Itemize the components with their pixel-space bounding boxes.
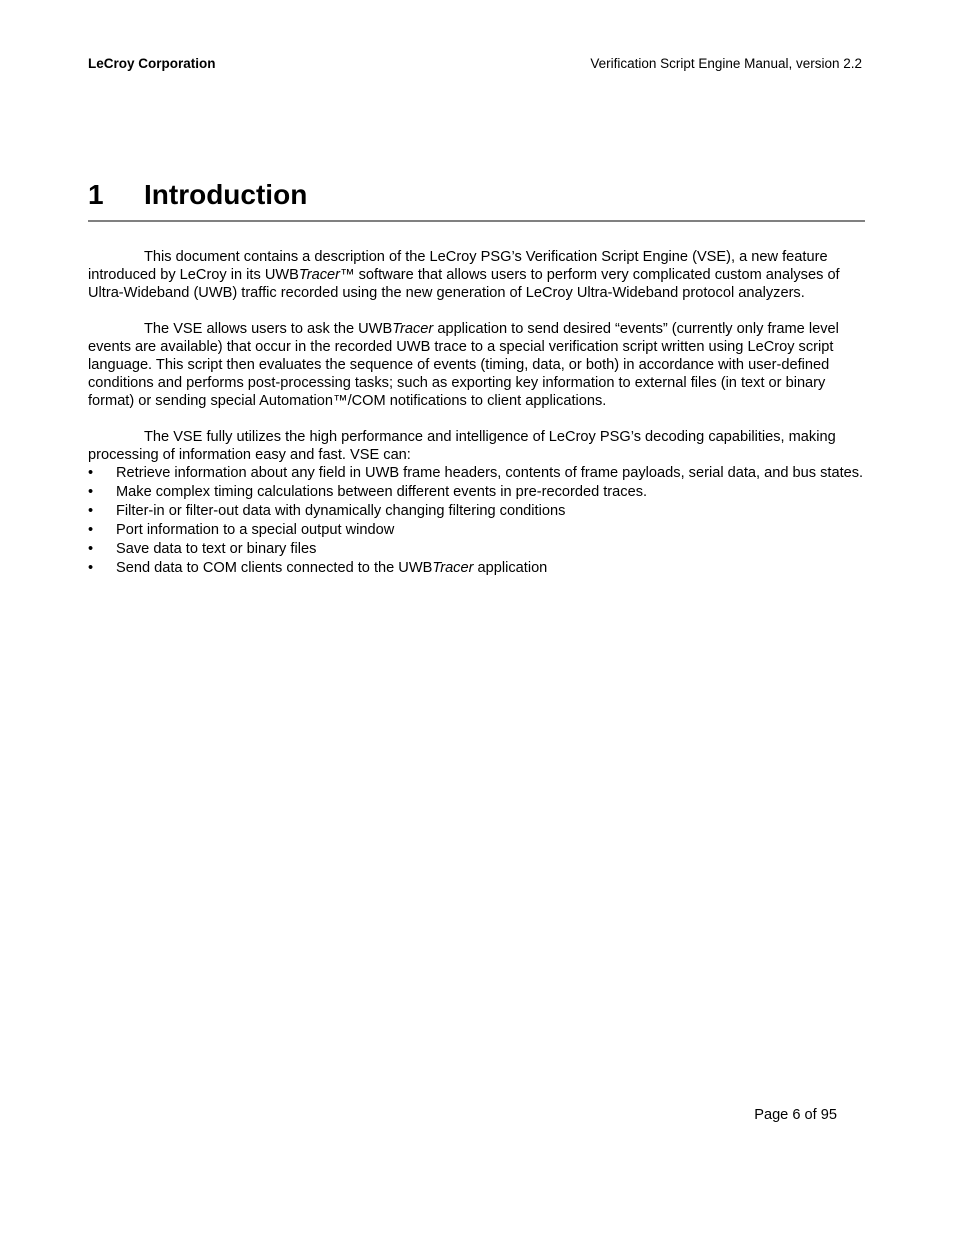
- chapter-title: Introduction: [144, 179, 308, 210]
- paragraph-events: [88, 320, 868, 410]
- paragraph-text: ™ software that allows users to perform very complicated custom analyses of Ultra-Wideband (UWB) traffic recorded using the new generation of LeCroy Ultra-Wideband protocol analyzers.: [88, 267, 840, 301]
- paragraph-capabilities: [88, 428, 868, 464]
- capabilities-list: [88, 464, 868, 577]
- bullet-icon: •: [88, 522, 94, 538]
- list-item-text: Retrieve information about any field in UWB frame headers, contents of frame payloads, serial data, and bus states.: [116, 465, 864, 481]
- italic-product-name: Tracer: [392, 321, 434, 337]
- bullet-icon: •: [88, 560, 94, 576]
- list-item-text: Filter-in or filter-out data with dynamically changing filtering conditions: [116, 503, 566, 519]
- chapter-number: 1: [88, 179, 104, 210]
- list-item: [88, 559, 868, 577]
- list-item-text: Send data to COM clients connected to the UWB: [116, 560, 433, 576]
- bullet-icon: •: [88, 503, 94, 519]
- list-item: [88, 521, 868, 539]
- paragraph-intro: [88, 248, 868, 302]
- italic-product-name: Tracer: [432, 560, 474, 576]
- header-doc-title: Verification Script Engine Manual, version 2.2: [590, 56, 862, 71]
- list-item: [88, 540, 868, 558]
- paragraph-text: application to send desired “events” (currently only frame level events are available) that occur in the recorded UWB trace to a special verification script written using LeCroy script language. This script then evaluates the sequence of events (timing, data, or both) in accordance with user-defined conditions and performs post-processing tasks; such as exporting key information to external files (in text or binary format) or sending special Automation™/COM notifications to client applications.: [88, 321, 839, 409]
- list-item-text: Save data to text or binary files: [116, 541, 317, 557]
- paragraph-text: This document contains a description of the LeCroy PSG’s Verification Script Engine (VSE), a new feature introduced by LeCroy in its UWB: [88, 249, 828, 283]
- bullet-icon: •: [88, 465, 94, 481]
- italic-product-name: Tracer: [298, 267, 340, 283]
- list-item: [88, 502, 868, 520]
- bullet-icon: •: [88, 484, 94, 500]
- page-number: Page 6 of 95: [754, 1107, 837, 1123]
- bullet-icon: •: [88, 541, 94, 557]
- list-item-text: Make complex timing calculations between different events in pre-recorded traces.: [116, 484, 648, 500]
- list-item: [88, 464, 868, 482]
- paragraph-text: The VSE allows users to ask the UWB: [144, 321, 393, 337]
- list-item: [88, 483, 868, 501]
- chapter-heading: [88, 178, 865, 222]
- paragraph-text: The VSE fully utilizes the high performance and intelligence of LeCroy PSG’s decoding capabilities, making processing of information easy and fast. VSE can:: [88, 429, 836, 463]
- body-content: [88, 248, 868, 578]
- list-item-text: Port information to a special output window: [116, 522, 395, 538]
- list-item-text: application: [473, 560, 548, 576]
- header-company: LeCroy Corporation: [88, 56, 216, 71]
